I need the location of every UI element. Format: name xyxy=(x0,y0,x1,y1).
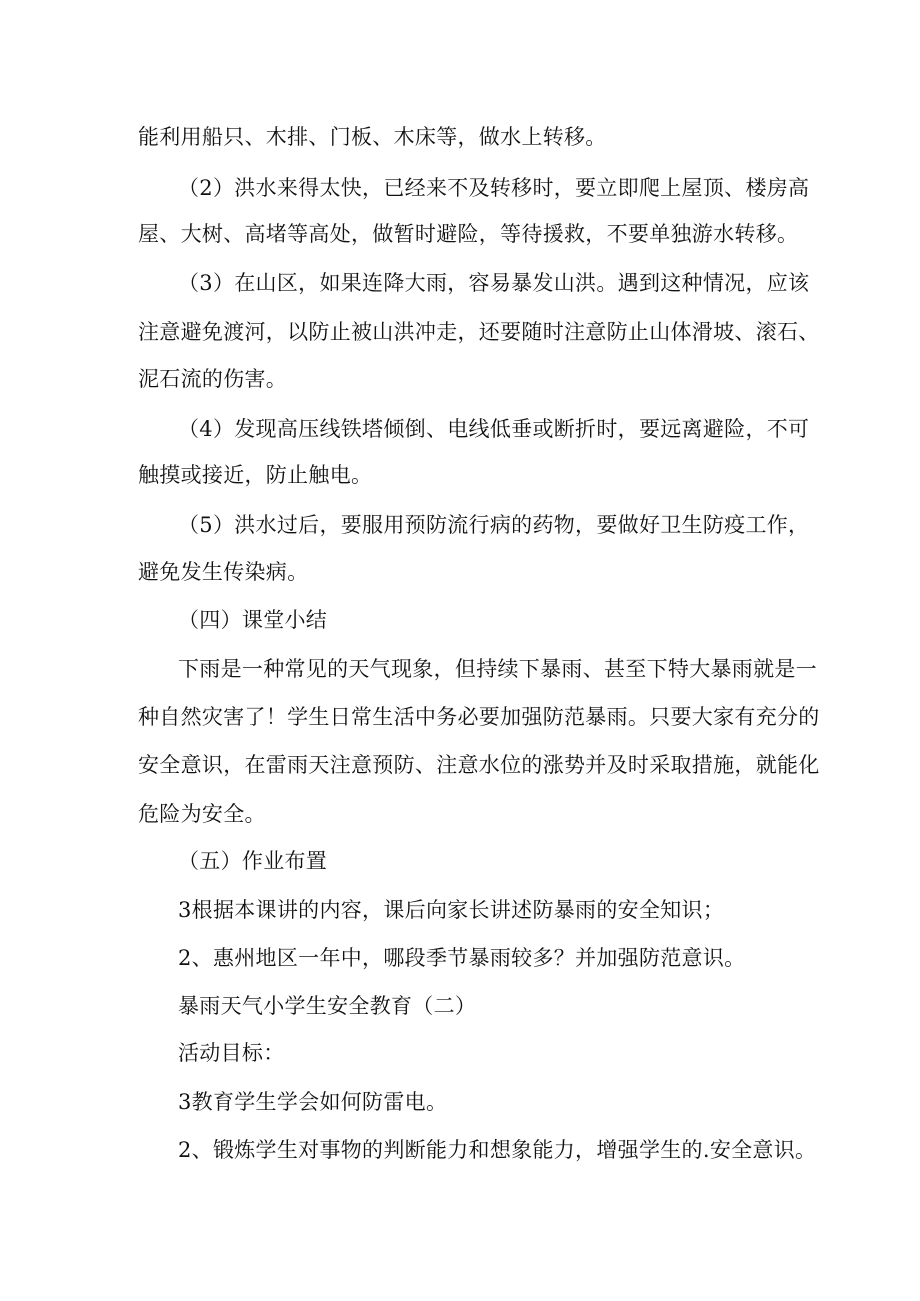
list-item: 2、锻炼学生对事物的判断能力和想象能力，增强学生的.安全意识。 xyxy=(178,1138,817,1162)
text-line: （3）在山区，如果连降大雨，容易暴发山洪。遇到这种情况，应该 xyxy=(178,271,810,295)
text-line: 能利用船只、木排、门板、木床等，做水上转移。 xyxy=(138,125,607,149)
text-line: 危险为安全。 xyxy=(138,802,266,826)
text-line: 注意避免渡河，以防止被山洪冲走，还要随时注意防止山体滑坡、滚石、 xyxy=(138,320,820,344)
text-line: （4）发现高压线铁塔倾倒、电线低垂或断折时，要远离避险，不可 xyxy=(178,417,810,441)
text-line: 种自然灾害了！学生日常生活中务必要加强防范暴雨。只要大家有充分的 xyxy=(138,705,820,729)
list-item: 3根据本课讲的内容，课后向家长讲述防暴雨的安全知识； xyxy=(178,898,725,922)
text-line: （2）洪水来得太快，已经来不及转移时，要立即爬上屋顶、楼房高 xyxy=(178,176,810,200)
section-heading: 活动目标： xyxy=(178,1041,285,1065)
list-item: 2、惠州地区一年中，哪段季节暴雨较多？并加强防范意识。 xyxy=(178,946,746,970)
section-heading: （四）课堂小结 xyxy=(178,608,328,632)
text-line: 下雨是一种常见的天气现象，但持续下暴雨、甚至下特大暴雨就是一 xyxy=(178,657,817,681)
section-heading: （五）作业布置 xyxy=(178,849,328,873)
text-line: 触摸或接近，防止触电。 xyxy=(138,463,373,487)
text-line: 避免发生传染病。 xyxy=(138,560,309,584)
text-line: （5）洪水过后，要服用预防流行病的药物，要做好卫生防疫工作， xyxy=(178,513,810,537)
text-line: 泥石流的伤害。 xyxy=(138,367,288,391)
subtitle: 暴雨天气小学生安全教育（二） xyxy=(178,994,477,1018)
text-line: 安全意识，在雷雨天注意预防、注意水位的涨势并及时采取措施，就能化 xyxy=(138,753,820,777)
list-item: 3教育学生学会如何防雷电。 xyxy=(178,1090,448,1114)
text-line: 屋、大树、高堵等高处，做暂时避险，等待援救，不要单独游水转移。 xyxy=(138,222,799,246)
